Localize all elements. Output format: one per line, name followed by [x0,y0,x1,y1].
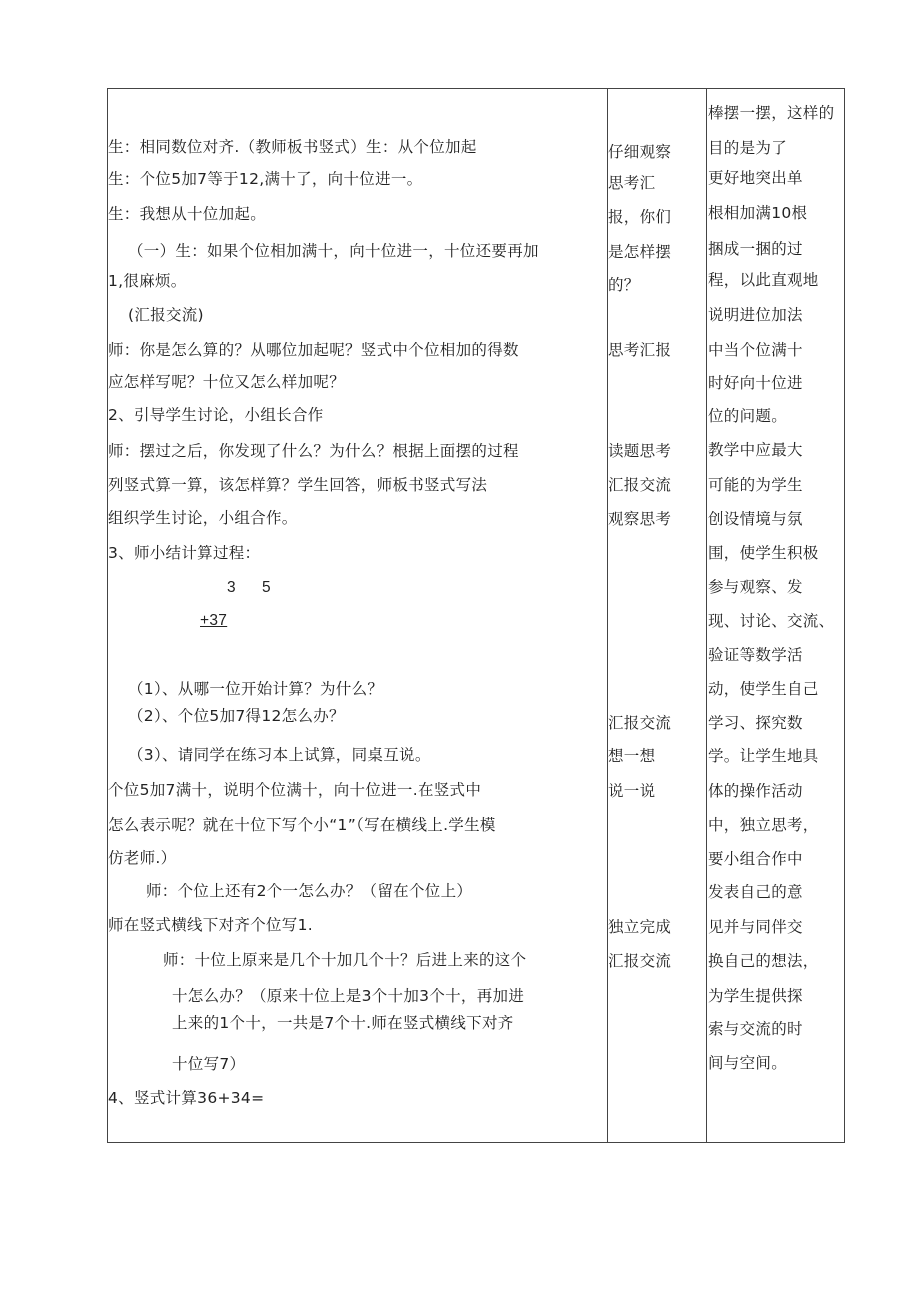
purpose-line: 中当个位满十 [708,341,803,359]
purpose-line: 索与交流的时 [708,1020,803,1038]
purpose-line: 时好向十位进 [708,374,803,392]
main-line: 应怎样写呢？十位又怎么样加呢？ [108,373,346,391]
student-line: 独立完成 [608,918,672,936]
purpose-line: 位的问题。 [708,407,788,425]
student-line: 报，你们 [608,208,672,226]
vertical-calc-addend: +37 [200,612,228,629]
purpose-line: 体的操作活动 [708,782,803,800]
main-line: （2）、个位5加7得12怎么办？ [128,707,345,725]
purpose-line: 捆成一捆的过 [708,240,803,258]
student-line: 思考汇报 [608,341,672,359]
purpose-line: 为学生提供探 [708,987,803,1005]
purpose-line: 见并与同伴交 [708,918,803,936]
main-line: 生：我想从十位加起。 [108,205,267,223]
student-line: 的？ [608,276,640,294]
student-line: 读题思考 [608,442,672,460]
purpose-line: 换自己的想法， [708,952,819,970]
main-line: 4、竖式计算36+34= [108,1089,265,1107]
main-line: 2、引导学生讨论，小组长合作 [108,406,324,424]
main-line: 个位5加7满十，说明个位满十，向十位进一.在竖式中 [108,781,482,799]
purpose-line: 程，以此直观地 [708,271,819,289]
purpose-line: 发表自己的意 [708,883,803,901]
main-line: 3、师小结计算过程： [108,544,261,562]
student-line: 汇报交流 [608,714,672,732]
student-line: 说一说 [608,782,656,800]
main-line: 生：个位5加7等于12,满十了，向十位进一。 [108,170,423,188]
purpose-line: 教学中应最大 [708,441,803,459]
student-line: 思考汇 [608,174,656,192]
main-line: (汇报交流) [128,306,204,324]
student-line: 仔细观察 [608,143,672,161]
purpose-line: 学。让学生地具 [708,747,819,765]
main-line: 怎么表示呢？就在十位下写个小“1”（写在横线上.学生模 [108,816,496,834]
purpose-line: 可能的为学生 [708,476,803,494]
purpose-line: 目的是为了 [708,139,788,157]
purpose-line: 创设情境与氛 [708,510,803,528]
main-line: 师：十位上原来是几个十加几个十？后进上来的这个 [163,951,527,969]
main-line: 1,很麻烦。 [108,272,187,290]
purpose-line: 动，使学生自己 [708,680,819,698]
student-line: 想一想 [608,747,656,765]
purpose-line: 要小组合作中 [708,850,803,868]
main-line: 师：摆过之后，你发现了什么？为什么？根据上面摆的过程 [108,442,519,460]
main-line: （1）、从哪一位开始计算？为什么？ [128,680,384,698]
student-line: 观察思考 [608,510,672,528]
purpose-line: 根相加满10根 [708,204,808,222]
student-line: 汇报交流 [608,952,672,970]
purpose-line: 说明进位加法 [708,306,803,324]
column-divider [706,89,707,1142]
main-line: 组织学生讨论，小组合作。 [108,509,298,527]
purpose-line: 棒摆一摆，这样的 [708,104,835,122]
student-line: 是怎样摆 [608,243,672,261]
purpose-line: 验证等数学活 [708,646,803,664]
purpose-line: 更好地突出单 [708,169,803,187]
purpose-line: 中，独立思考， [708,816,819,834]
purpose-line: 围，使学生积极 [708,544,819,562]
main-line: 师：你是怎么算的？从哪位加起呢？竖式中个位相加的得数 [108,341,519,359]
main-line: 十位写7） [172,1055,246,1073]
main-line: 十怎么办？（原来十位上是3个十加3个十，再加进 [172,987,525,1005]
purpose-line: 学习、探究数 [708,714,803,732]
main-line: （一）生：如果个位相加满十，向十位进一，十位还要再加 [128,242,539,260]
purpose-line: 参与观察、发 [708,578,803,596]
main-line: 列竖式算一算，该怎样算？学生回答，师板书竖式写法 [108,476,488,494]
vertical-calc-digit: 5 [262,579,271,596]
vertical-calc-digit: 3 [227,579,236,596]
student-line: 汇报交流 [608,476,672,494]
main-line: 师在竖式横线下对齐个位写1. [108,916,313,934]
main-line: （3）、请同学在练习本上试算，同桌互说。 [128,746,431,764]
main-line: 师：个位上还有2个一怎么办？（留在个位上） [146,882,473,900]
main-line: 上来的1个十，一共是7个十.师在竖式横线下对齐 [172,1014,514,1032]
main-line: 生：相同数位对齐.（教师板书竖式）生：从个位加起 [108,138,477,156]
purpose-line: 现、讨论、交流、 [708,612,835,630]
main-line: 仿老师.） [108,849,177,867]
purpose-line: 间与空间。 [708,1054,788,1072]
